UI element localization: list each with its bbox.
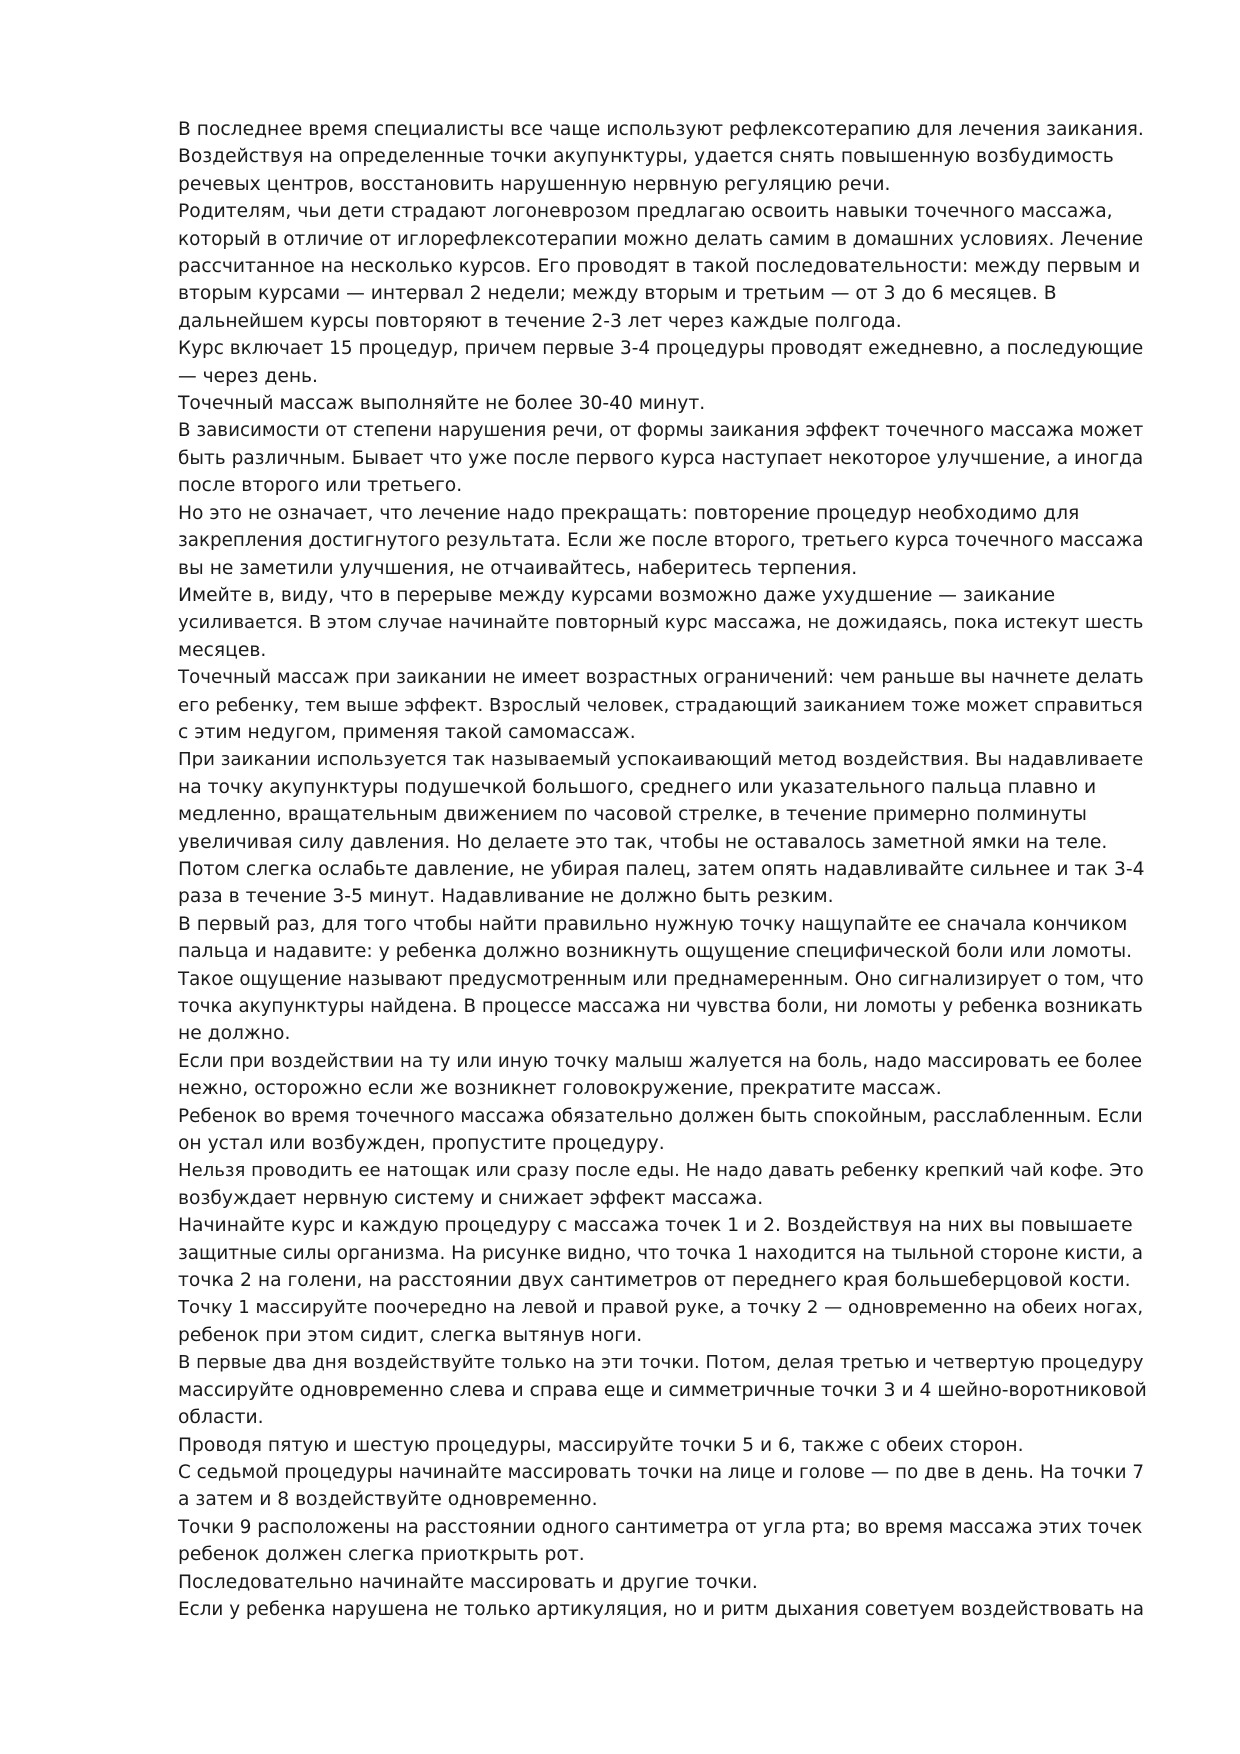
text-line: — через день.	[178, 365, 318, 387]
text-line: который в отличие от иглорефлексотерапии можно делать самим в домашних условиях. Лечение	[178, 228, 1144, 250]
text-line: В зависимости от степени нарушения речи, от формы заикания эффект точечного массажа может	[178, 420, 1144, 442]
text-line: Потом слегка ослабьте давление, не убирая палец, затем опять надавливайте сильнее и так 3-4	[178, 858, 1145, 880]
text-line: В последнее время специалисты все чаще используют рефлексотерапию для лечения заикания.	[178, 119, 1144, 140]
text-line: рассчитанное на несколько курсов. Его проводят в такой последовательности: между первым и	[178, 256, 1141, 278]
text-line: Если у ребенка нарушена не только артикуляция, но и ритм дыхания советуем воздействовать на	[178, 1598, 1144, 1620]
text-line: Точечный массаж выполняйте не более 30-40 минут.	[178, 393, 706, 415]
text-line: Ребенок во время точечного массажа обязательно должен быть спокойным, расслабленным. Если	[178, 1105, 1143, 1127]
text-line: Точку 1 массируйте поочередно на левой и правой руке, а точку 2 — одновременно на обеих ногах,	[178, 1297, 1144, 1319]
text-line: В первый раз, для того чтобы найти правильно нужную точку нащупайте ее сначала кончиком	[178, 913, 1128, 935]
text-line: точка акупунктуры найдена. В процессе массажа ни чувства боли, ни ломоты у ребенка возникать	[178, 996, 1143, 1017]
text-line: он устал или возбужден, пропустите процедуру.	[178, 1133, 665, 1155]
text-line: быть различным. Бывает что уже после первого курса наступает некоторое улучшение, а иногда	[178, 447, 1144, 469]
text-line: Курс включает 15 процедур, причем первые 3-4 процедуры проводят ежедневно, а последующие	[178, 338, 1144, 360]
text-line: области.	[178, 1407, 264, 1429]
text-line: с этим недугом, применяя такой самомассаж.	[178, 721, 636, 743]
text-line: Воздействуя на определенные точки акупунктуры, удается снять повышенную возбудимость	[178, 146, 1114, 168]
text-line: В первые два дня воздействуйте только на эти точки. Потом, делая третью и четвертую процедуру	[178, 1352, 1144, 1374]
text-line: Нельзя проводить ее натощак или сразу после еды. Не надо давать ребенку крепкий чай кофе. Это	[178, 1160, 1144, 1182]
text-line: Если при воздействии на ту или иную точку малыш жалуется на боль, надо массировать ее более	[178, 1050, 1143, 1072]
text-line: раза в течение 3-5 минут. Надавливание не должно быть резким.	[178, 886, 834, 908]
text-line: речевых центров, восстановить нарушенную нервную регуляцию речи.	[178, 173, 891, 195]
text-line: Точки 9 расположены на расстоянии одного сантиметра от угла рта; во время массажа этих точек	[178, 1516, 1143, 1538]
text-line: после второго или третьего.	[178, 475, 463, 497]
text-line: медленно, вращательным движением по часовой стрелке, в течение примерно полминуты	[178, 804, 1087, 826]
text-line: а затем и 8 воздействуйте одновременно.	[178, 1489, 598, 1511]
text-line: ребенок при этом сидит, слегка вытянув ноги.	[178, 1324, 643, 1346]
text-line: Но это не означает, что лечение надо прекращать: повторение процедур необходимо для	[178, 502, 1080, 524]
text-line: вторым курсами — интервал 2 недели; между вторым и третьим — от 3 до 6 месяцев. В	[178, 283, 1057, 305]
text-line: При заикании используется так называемый успокаивающий метод воздействия. Вы надавливаете	[178, 749, 1144, 771]
text-line: усиливается. В этом случае начинайте повторный курс массажа, не дожидаясь, пока истекут шесть	[178, 612, 1144, 634]
document-text	[178, 116, 1148, 1623]
text-line: С седьмой процедуры начинайте массировать точки на лице и голове — по две в день. На точки 7	[178, 1461, 1145, 1483]
text-line: вы не заметили улучшения, не отчаивайтесь, наберитесь терпения.	[178, 557, 858, 579]
text-line: точка 2 на голени, на расстоянии двух сантиметров от переднего края большеберцовой кости.	[178, 1270, 1131, 1292]
text-line: дальнейшем курсы повторяют в течение 2-3 лет через каждые полгода.	[178, 310, 902, 332]
text-line: Точечный массаж при заикании не имеет возрастных ограничений: чем раньше вы начнете делать	[178, 667, 1144, 689]
text-line: месяцев.	[178, 639, 267, 661]
text-line: Такое ощущение называют предусмотренным или преднамеренным. Оно сигнализирует о том, что	[178, 968, 1144, 990]
text-line: защитные силы организма. На рисунке видно, что точка 1 находится на тыльной стороне кисти, а	[178, 1242, 1144, 1264]
text-line: массируйте одновременно слева и справа еще и симметричные точки 3 и 4 шейно-воротниковой	[178, 1379, 1147, 1401]
text-line: не должно.	[178, 1023, 291, 1045]
text-line: Начинайте курс и каждую процедуру с массажа точек 1 и 2. Воздействуя на них вы повышаете	[178, 1215, 1133, 1237]
text-line: возбуждает нервную систему и снижает эффект массажа.	[178, 1187, 764, 1209]
text-line: нежно, осторожно если же возникнет головокружение, прекратите массаж.	[178, 1078, 942, 1100]
text-line: пальца и надавите: у ребенка должно возникнуть ощущение специфической боли или ломоты.	[178, 941, 1133, 963]
text-line: увеличивая силу давления. Но делаете это так, чтобы не оставалось заметной ямки на теле.	[178, 831, 1108, 853]
text-line: Последовательно начинайте массировать и другие точки.	[178, 1571, 758, 1593]
text-line: Имейте в, виду, что в перерыве между курсами возможно даже ухудшение — заикание	[178, 584, 1056, 606]
text-line: на точку акупунктуры подушечкой большого, среднего или указательного пальца плавно и	[178, 776, 1097, 798]
text-line: ребенок должен слегка приоткрыть рот.	[178, 1544, 585, 1566]
text-line: Родителям, чьи дети страдают логоневрозом предлагаю освоить навыки точечного массажа,	[178, 201, 1113, 223]
text-line: закрепления достигнутого результата. Если же после второго, третьего курса точечного массажа	[178, 530, 1144, 552]
text-line: его ребенку, тем выше эффект. Взрослый человек, страдающий заиканием тоже может справиться	[178, 694, 1143, 716]
text-line: Проводя пятую и шестую процедуры, массируйте точки 5 и 6, также с обеих сторон.	[178, 1434, 1024, 1456]
